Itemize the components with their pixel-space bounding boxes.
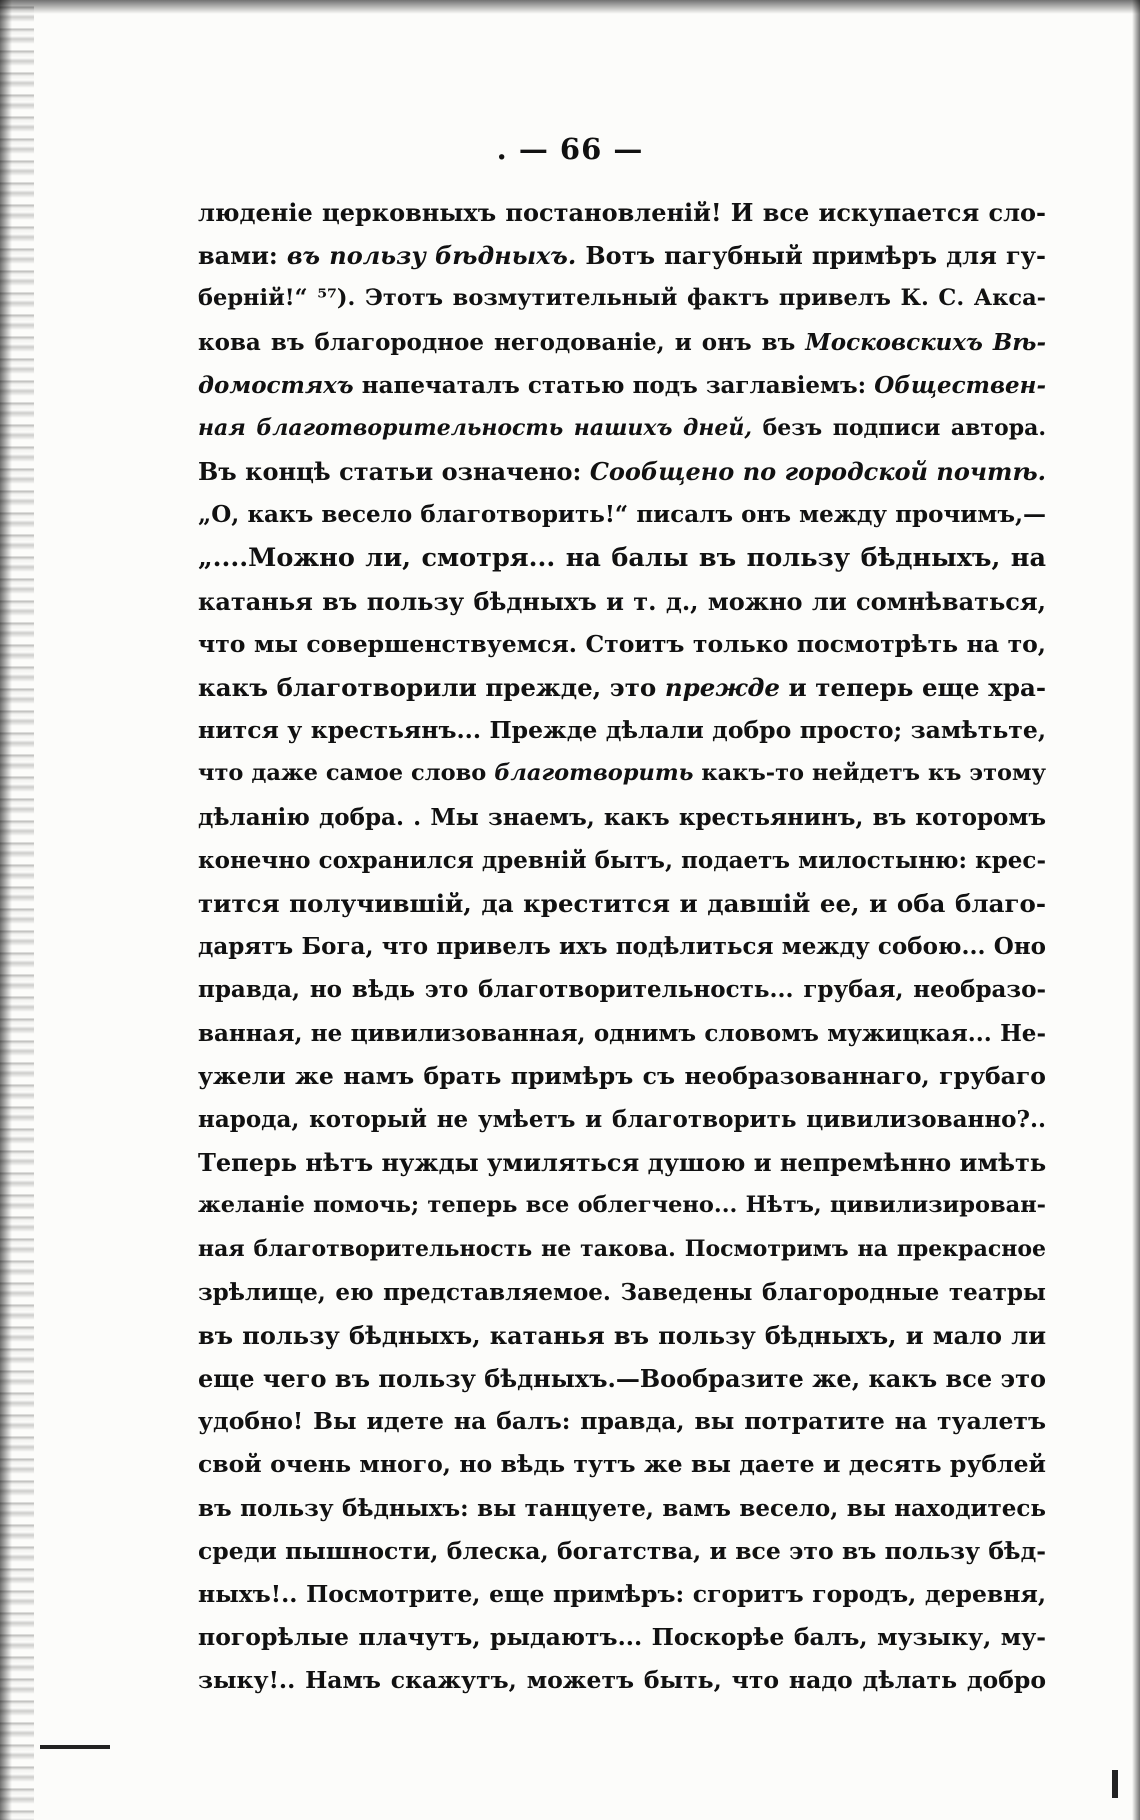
scan-bottom-mark <box>40 1745 110 1749</box>
text-segment: среди пышности, блеска, богатства, и все это въ пользу бѣд- <box>198 1536 1046 1565</box>
italic-segment: прежде <box>664 673 780 703</box>
text-segment: желаніе помочь; теперь все облегчено... Нѣтъ, цивилизирован- <box>198 1192 1046 1219</box>
italic-segment: домостяхъ <box>198 371 354 399</box>
text-line <box>198 321 1046 364</box>
text-segment: что мы совершенствуемся. Стоитъ только посмотрѣть на то, <box>198 629 1046 658</box>
italic-segment: въ пользу бѣдныхъ. <box>286 241 577 271</box>
text-line <box>198 1530 1046 1573</box>
scan-edge-shadow <box>0 0 12 1820</box>
text-segment: какъ благотворили прежде, это <box>198 673 665 703</box>
text-line <box>198 796 1046 839</box>
text-segment: ныхъ!.. Посмотрите, еще примѣръ: сгоритъ городъ, деревня, <box>198 1580 1046 1608</box>
text-line <box>198 364 1046 407</box>
text-segment: въ пользу бѣдныхъ, катанья въ пользу бѣдныхъ, и мало ли <box>198 1320 1046 1350</box>
text-line <box>198 234 1046 277</box>
text-segment: дѣланію добра. . Мы знаемъ, какъ крестьянинъ, въ которомъ <box>198 803 1046 831</box>
text-line <box>198 1055 1046 1098</box>
italic-segment: благотворить <box>494 760 694 787</box>
text-segment: безъ подписи автора. <box>752 414 1046 441</box>
text-line <box>198 1314 1046 1357</box>
text-segment: народа, который не умѣетъ и благотворить цивилизованно?.. <box>198 1105 1046 1133</box>
text-line <box>198 1184 1046 1227</box>
text-segment: Вотъ пагубный примѣръ для гу- <box>576 241 1046 271</box>
text-segment: берній!“ ⁵⁷). Этотъ возмутительный фактъ привелъ К. С. Акса- <box>198 285 1046 312</box>
text-segment: „....Можно ли, смотря... на балы въ пользу бѣдныхъ, на <box>198 542 1046 573</box>
text-line <box>198 1098 1046 1141</box>
text-segment: Въ концѣ статьи означено: <box>198 457 590 487</box>
text-segment: люденіе церковныхъ постановленій! И все искупается сло- <box>198 198 1046 227</box>
text-line <box>198 1400 1046 1443</box>
scan-edge-right <box>1132 0 1140 1820</box>
text-line <box>198 277 1046 320</box>
text-line <box>198 580 1046 623</box>
text-line <box>198 623 1046 666</box>
text-segment: какъ-то нейдетъ къ этому <box>693 760 1046 787</box>
text-segment: зыку!.. Намъ скажутъ, можетъ быть, что надо дѣлать добро <box>198 1666 1046 1695</box>
text-segment: нится у крестьянъ... Прежде дѣлали добро просто; замѣтьте, <box>198 716 1046 745</box>
text-line <box>198 839 1046 882</box>
text-line <box>198 1271 1046 1314</box>
text-line <box>198 407 1046 450</box>
text-segment: напечаталъ статью подъ заглавіемъ: <box>353 371 875 399</box>
text-segment: кова въ благородное негодованіе, и онъ въ <box>198 328 806 356</box>
italic-segment: Московскихъ Вѣ- <box>805 328 1046 356</box>
text-line <box>198 450 1046 493</box>
text-segment: въ пользу бѣдныхъ: вы танцуете, вамъ весело, вы находитесь <box>198 1494 1046 1522</box>
text-line <box>198 1012 1046 1055</box>
text-segment: „О, какъ весело благотворить!“ писалъ онъ между прочимъ,— <box>198 501 1046 529</box>
text-line <box>198 666 1046 709</box>
text-segment: удобно! Вы идете на балъ: правда, вы потратите на туалетъ <box>198 1407 1046 1436</box>
text-segment: еще чего въ пользу бѣдныхъ.—Вообразите же, какъ все это <box>198 1364 1046 1394</box>
text-line <box>198 925 1046 968</box>
body-text <box>198 191 1046 1703</box>
text-segment: дарятъ Бога, что привелъ ихъ подѣлиться между собою... Оно <box>198 933 1046 961</box>
text-line <box>198 1228 1046 1271</box>
text-segment: зрѣлище, ею представляемое. Заведены благородные театры <box>198 1278 1046 1306</box>
text-line <box>198 493 1046 536</box>
text-line <box>198 882 1046 925</box>
text-segment: конечно сохранился древній бытъ, подаетъ милостыню: крес- <box>198 846 1046 874</box>
text-segment: ванная, не цивилизованная, однимъ словомъ мужицкая... Не- <box>198 1019 1046 1047</box>
text-segment: свой очень много, но вѣдь тутъ же вы даете и десять рублей <box>198 1450 1046 1479</box>
text-line <box>198 968 1046 1011</box>
text-segment: погорѣлые плачутъ, рыдаютъ... Поскорѣе балъ, музыку, му- <box>198 1623 1046 1652</box>
scan-edge-top <box>0 0 1140 14</box>
text-segment: и теперь еще хра- <box>779 673 1046 703</box>
text-line <box>198 709 1046 752</box>
text-line <box>198 1616 1046 1659</box>
text-segment: тится получившій, да крестится и давшій ее, и оба благо- <box>198 889 1046 918</box>
text-line <box>198 1443 1046 1486</box>
text-segment: катанья въ пользу бѣдныхъ и т. д., можно ли сомнѣваться, <box>198 586 1046 616</box>
text-segment: вами: <box>198 241 287 271</box>
italic-segment: Сообщено по городской почтѣ. <box>589 457 1046 487</box>
text-line <box>198 1357 1046 1400</box>
page-number: . — 66 — <box>496 132 644 166</box>
text-segment: ужели же намъ брать примѣръ съ необразованнаго, грубаго <box>198 1061 1046 1090</box>
text-line <box>198 752 1046 795</box>
text-line <box>198 1659 1046 1702</box>
scan-corner-mark <box>1112 1770 1118 1798</box>
italic-segment: ная благотворительность нашихъ дней, <box>198 414 753 441</box>
text-line <box>198 1573 1046 1616</box>
italic-segment: Обществен- <box>874 371 1046 399</box>
text-segment: что даже самое слово <box>198 760 495 787</box>
text-line <box>198 1141 1046 1184</box>
text-line <box>198 537 1046 580</box>
text-line <box>198 191 1046 234</box>
text-line <box>198 1487 1046 1530</box>
text-segment: Теперь нѣтъ нужды умиляться душою и непремѣнно имѣть <box>198 1148 1046 1178</box>
text-segment: ная благотворительность не такова. Посмотримъ на прекрасное <box>198 1235 1046 1262</box>
text-segment: правда, но вѣдь это благотворительность... грубая, необразо- <box>198 976 1046 1004</box>
